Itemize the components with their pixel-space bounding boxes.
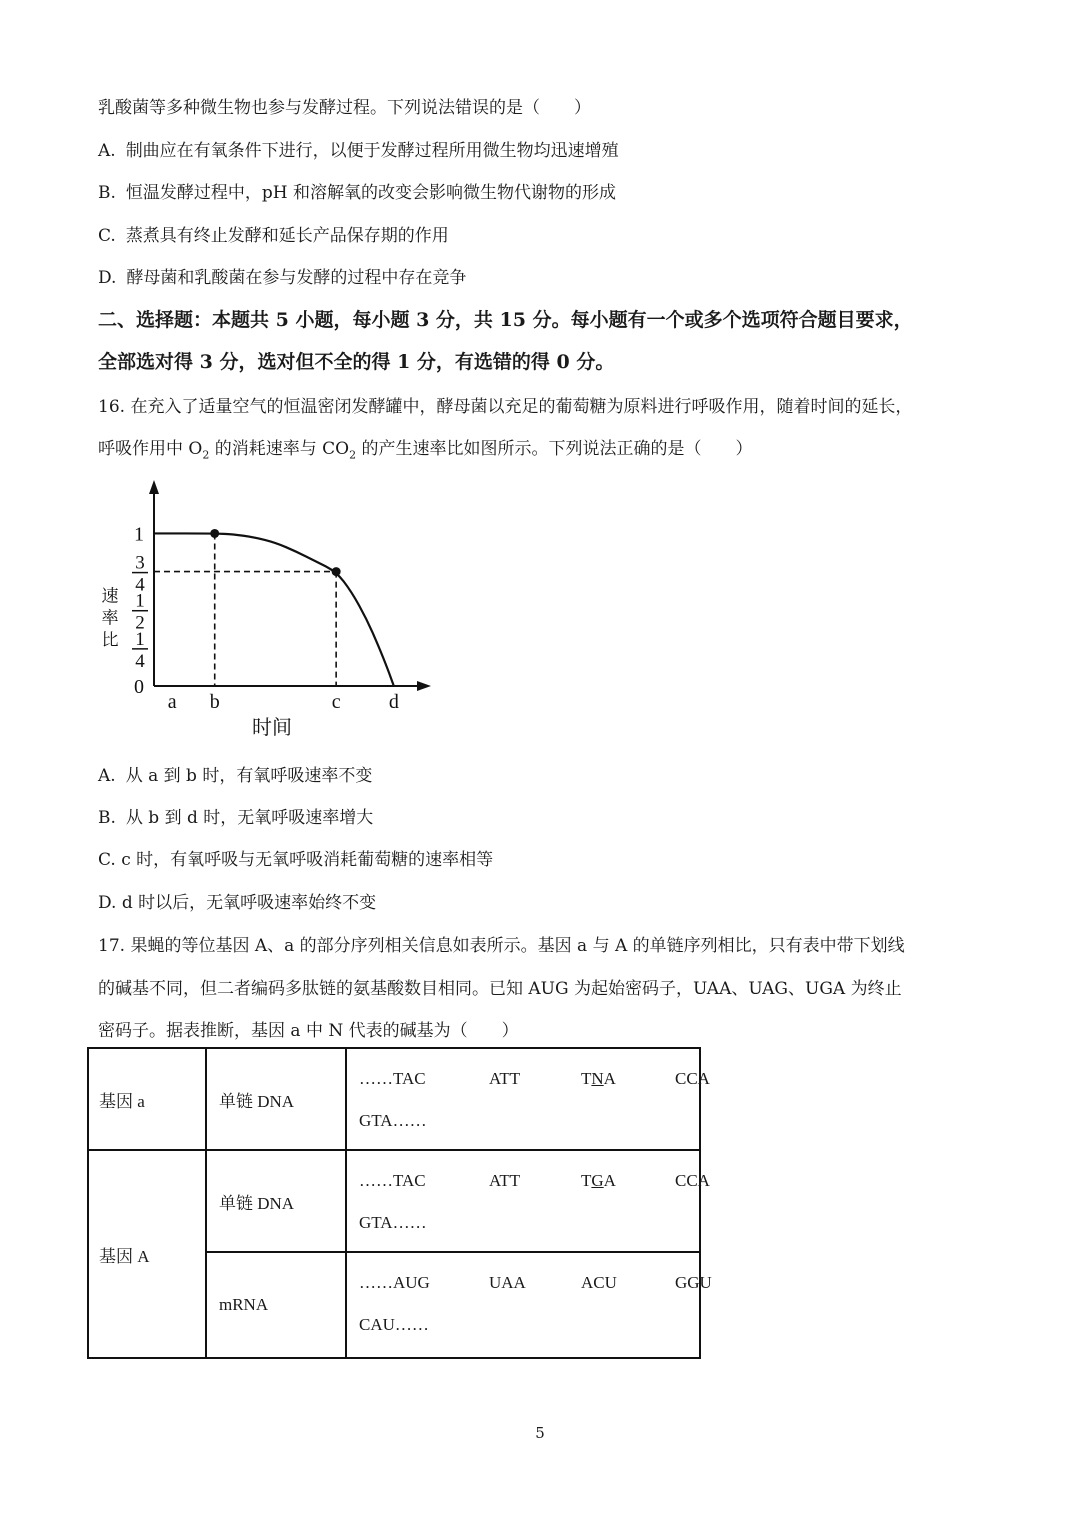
seq-codon: GGU <box>675 1273 712 1292</box>
seq-codon: GTA…… <box>359 1111 427 1130</box>
y-tick-numerator: 3 <box>135 552 145 574</box>
q16-option-b: B. 从 b 到 d 时，无氧呼吸速率增大 <box>98 808 374 828</box>
seq-codon: GTA…… <box>359 1213 427 1232</box>
x-tick-label: d <box>388 691 399 713</box>
y-tick-denominator: 2 <box>135 612 145 634</box>
seq-codon: UAA <box>489 1273 526 1292</box>
q16-option-a: A. 从 a 到 b 时，有氧呼吸速率不变 <box>98 766 373 786</box>
y-tick-label: 0 <box>134 676 144 698</box>
q15-tail-text: 乳酸菌等多种微生物也参与发酵过程。下列说法错误的是（ ） <box>98 98 591 118</box>
seq-codon: CCA <box>675 1171 710 1190</box>
q15-option-c: C. 蒸煮具有终止发酵和延长产品保存期的作用 <box>98 226 449 246</box>
q17-stem-line2: 的碱基不同，但二者编码多肽链的氨基酸数目相同。已知 AUG 为起始密码子，UAA、UAG、UGA 为终止 <box>98 979 902 999</box>
y-axis-label: 速率比 <box>101 586 119 651</box>
q16-stem-line1: 16. 在充入了适量空气的恒温密闭发酵罐中，酵母菌以充足的葡萄糖为原料进行呼吸作用，随着时间的延长， <box>98 397 913 417</box>
y-axis-arrow <box>149 480 159 494</box>
section2-heading-line1: 二、选择题：本题共 5 小题，每小题 3 分，共 15 分。每小题有一个或多个选项符合题目要求， <box>98 309 913 331</box>
seq-codon: ……TAC <box>359 1171 426 1190</box>
q16-option-c: C. c 时，有氧呼吸与无氧呼吸消耗葡萄糖的速率相等 <box>98 850 494 870</box>
x-tick-label: b <box>209 691 220 713</box>
q15-option-d: D. 酵母菌和乳酸菌在参与发酵的过程中存在竞争 <box>98 268 467 288</box>
ssdna-label: 单链 DNA <box>206 1048 346 1150</box>
seq-codon-mutated: TGA <box>581 1171 616 1190</box>
data-point <box>210 529 219 538</box>
seq-codon: ATT <box>489 1069 521 1088</box>
table-row <box>88 1150 700 1252</box>
y-tick-denominator: 4 <box>135 574 145 596</box>
gene-A-dna-cell <box>346 1150 710 1252</box>
seq-codon: ……AUG <box>359 1273 430 1292</box>
y-tick-denominator: 4 <box>135 650 145 672</box>
section2-heading-line2: 全部选对得 3 分，选对但不全的得 1 分，有选错的得 0 分。 <box>98 351 615 373</box>
q16-option-d: D. d 时以后，无氧呼吸速率始终不变 <box>98 893 377 913</box>
q17-stem-line3: 密码子。据表推断，基因 a 中 N 代表的碱基为（ ） <box>98 1021 519 1041</box>
seq-codon: CCA <box>675 1069 710 1088</box>
x-tick-label: c <box>331 691 341 713</box>
y-tick-label: 1 <box>134 523 144 546</box>
gene-A-mrna-cell <box>346 1252 712 1358</box>
mrna-label: mRNA <box>206 1252 346 1358</box>
seq-codon: ATT <box>489 1171 521 1190</box>
x-tick-label: a <box>167 691 177 713</box>
q16-stem-line2: 呼吸作用中 $O_2$ 的消耗速率与 $CO_2$ 的产生速率比如图所示。下列说法正确的是（ ） <box>98 439 753 462</box>
rate-ratio-curve <box>154 533 394 686</box>
rate-ratio-chart <box>96 476 436 746</box>
x-axis-label: 时间 <box>252 715 292 739</box>
gene-a-label: 基因 a <box>88 1048 206 1150</box>
data-point <box>332 567 341 576</box>
q15-option-a: A. 制曲应在有氧条件下进行，以便于发酵过程所用微生物均迅速增殖 <box>98 141 619 161</box>
q15-option-b: B. 恒温发酵过程中，pH 和溶解氧的改变会影响微生物代谢物的形成 <box>98 183 617 203</box>
q17-stem-line1: 17. 果蝇的等位基因 A、a 的部分序列相关信息如表所示。基因 a 与 A 的单链序列相比，只有表中带下划线 <box>98 936 905 956</box>
table-row <box>88 1048 700 1150</box>
page-number: 5 <box>535 1424 545 1442</box>
seq-codon: ACU <box>581 1273 617 1292</box>
y-tick-numerator: 1 <box>135 590 145 612</box>
seq-codon: ……TAC <box>359 1069 426 1088</box>
seq-codon: CAU…… <box>359 1315 429 1334</box>
y-tick-numerator: 1 <box>135 628 145 650</box>
gene-A-label: 基因 A <box>88 1150 206 1358</box>
seq-codon-mutated: TNA <box>581 1069 616 1088</box>
gene-a-dna-cell <box>346 1048 710 1150</box>
x-axis-arrow <box>417 681 431 691</box>
ssdna-label: 单链 DNA <box>206 1150 346 1252</box>
gene-sequence-table <box>87 1047 712 1359</box>
